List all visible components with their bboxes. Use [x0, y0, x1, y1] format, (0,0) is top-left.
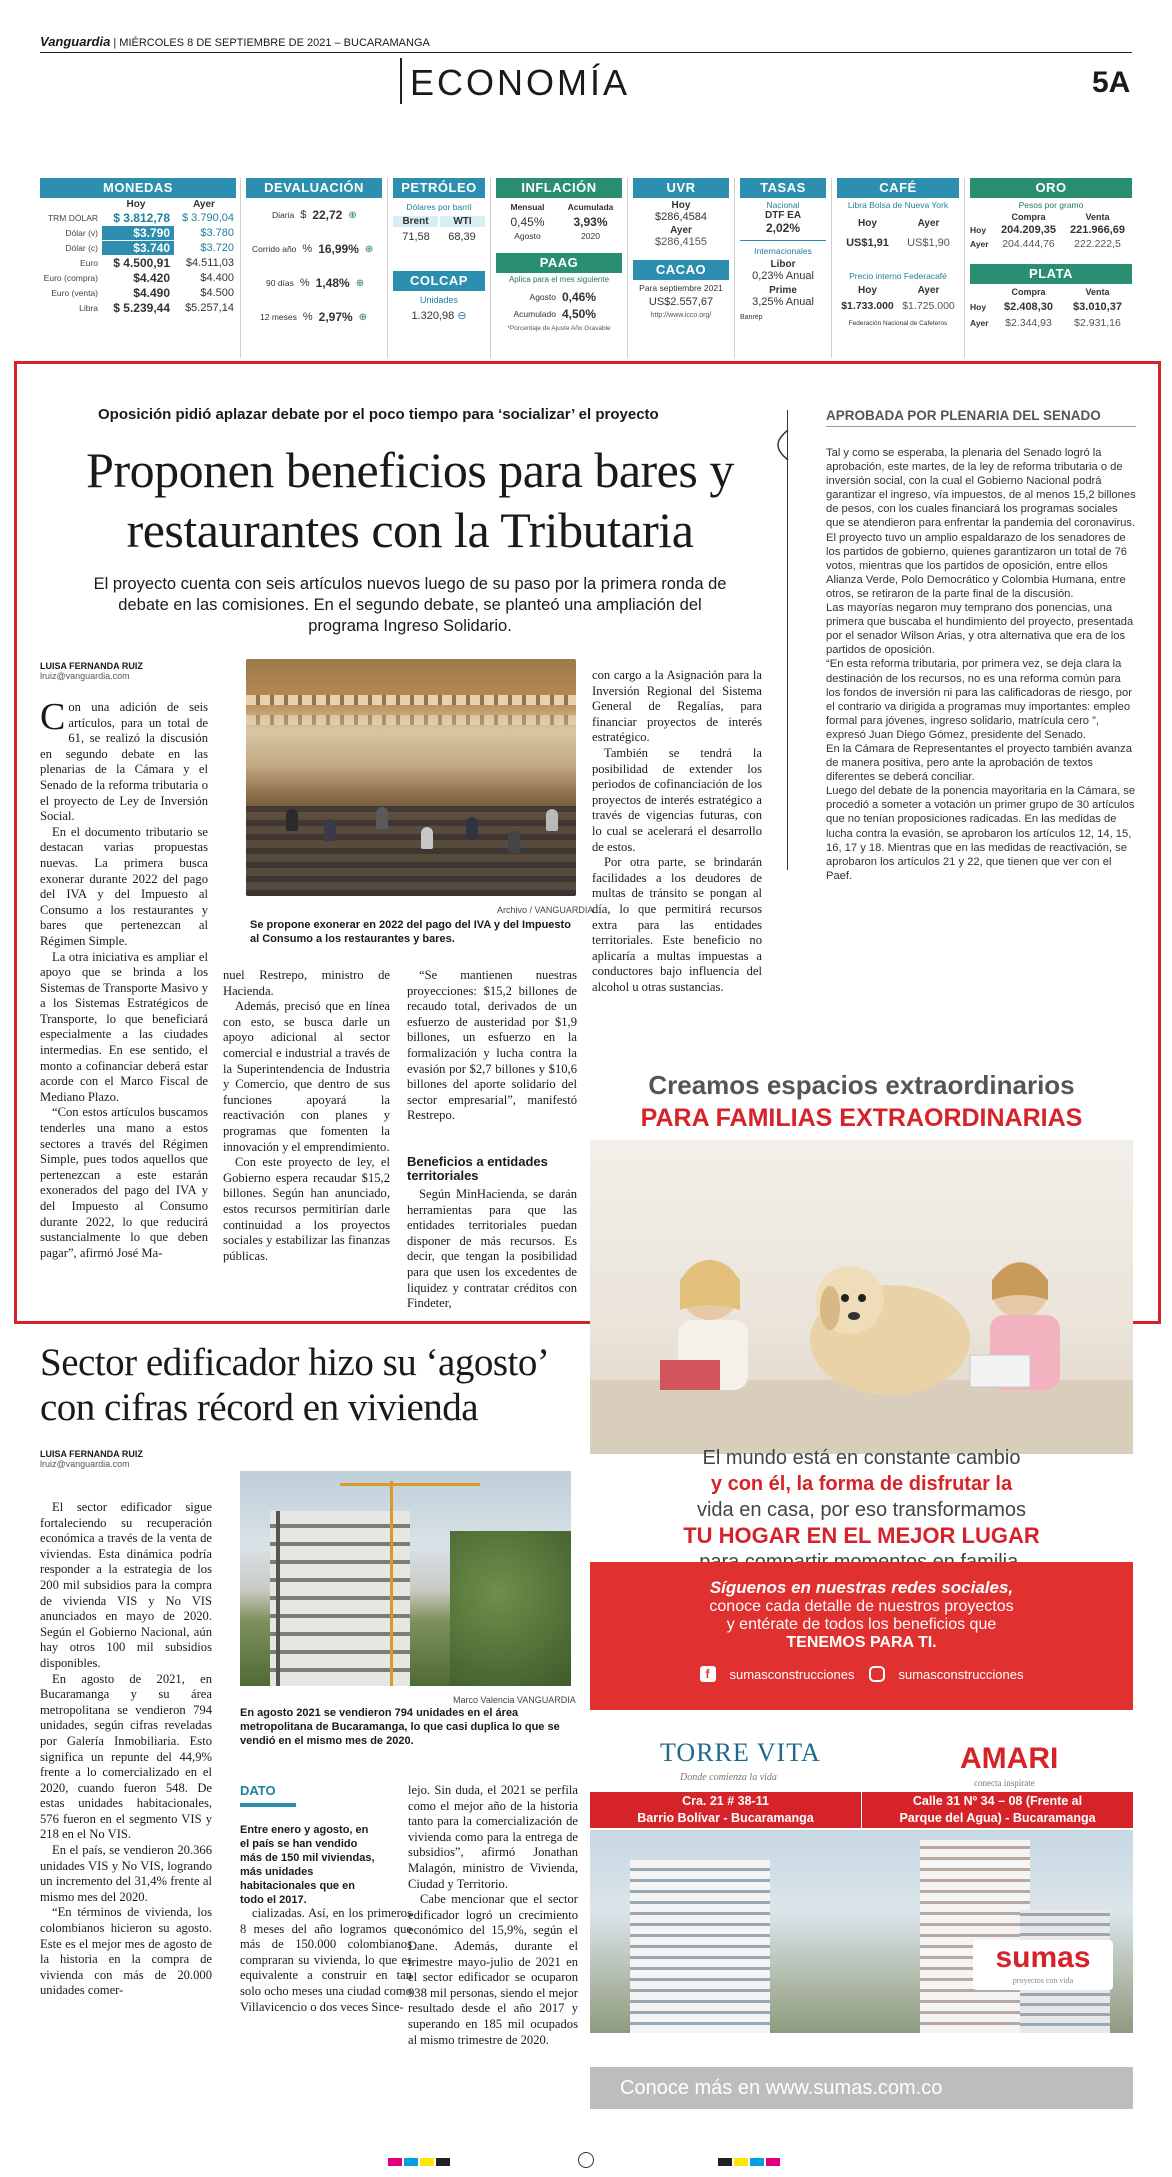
dev-label: 12 meses	[260, 312, 297, 322]
cacao-url[interactable]: http://www.icco.org/	[650, 312, 712, 319]
paragraph: También se tendrá la posibilidad de extender los periodos de cofinanciación de los proyectos de interés estratégico a través de vigencias futuras, con lo cual se acelerará el desarrollo de estos.	[592, 745, 762, 854]
page-number: 5A	[1092, 66, 1131, 99]
paragraph: nuel Restrepo, ministro de Hacienda.	[223, 968, 390, 998]
paragraph: En el documento tributario se destacan varias propuestas nuevas. La primera busca exonerar durante 2022 del pago del IVA y del Impuesto al Consumo a los restaurantes y bares que pertenezcan al Régimen Simple.	[40, 824, 208, 948]
uvr-ayer-label: Ayer	[670, 225, 692, 236]
plata-hoy-label: Hoy	[970, 302, 987, 312]
paragraph: cializadas. Así, en los primeros 8 meses del año logramos que más de 150.000 colombianos compraran su vivienda, lo que es equivalente a construir en tan solo ocho meses una ciudad como Villavicencio o dos veces Since-	[240, 1906, 412, 2014]
sidebar-rule	[826, 426, 1136, 427]
monedas-ayer: $4.500	[200, 286, 234, 299]
cafe-source: Federación Nacional de Cafeteros	[848, 320, 948, 327]
sumas-logo: sumas	[995, 1941, 1091, 1974]
paag-sub: Aplica para el mes siguiente	[508, 275, 610, 284]
cafe-fed-hoy: $1.733.000	[841, 300, 894, 312]
paragraph: El sector edificador sigue fortaleciendo su recuperación económica a través de la venta de viviendas. Esta dinámica podría responder a la estrategia de los 200 mil subsidios para la compra de vivienda VIS y No VIS anunciados en mayo de 2020. Según el Gobierno Nacional, aún hay otros 100 mil subsidios disponibles.	[40, 1500, 212, 1670]
cacao-sub: Para septiembre 2021	[639, 283, 723, 293]
tasas-intl: Internacionales	[754, 246, 812, 256]
color-bar	[734, 2158, 748, 2166]
monedas-hoy: $4.490	[133, 285, 170, 300]
section-title: ECONOMÍA	[410, 62, 631, 103]
monedas-label: Euro (compra)	[43, 272, 98, 283]
ad-msg-line: TU HOGAR EN EL MEJOR LUGAR	[683, 1523, 1040, 1548]
monedas-ayer: $ 3.790,04	[182, 211, 234, 224]
uvr-hoy-label: Hoy	[671, 200, 691, 211]
amari-logo: AMARI	[960, 1742, 1059, 1775]
ticker-inflacion	[496, 178, 622, 332]
oro-sub: Pesos por gramo	[1018, 200, 1084, 210]
dato-accent	[240, 1803, 296, 1807]
ad-social-line: Síguenos en nuestras redes sociales,	[709, 1578, 1014, 1597]
color-bar	[718, 2158, 732, 2166]
photo-credit: Marco Valencia VANGUARDIA	[453, 1695, 576, 1705]
cafe-fed-ayer: $1.725.000	[902, 300, 955, 312]
monedas-col-ayer: Ayer	[193, 198, 215, 210]
address-line: Cra. 21 # 38-11	[682, 1794, 769, 1808]
facebook-handle[interactable]: sumasconstrucciones	[729, 1666, 855, 1682]
arrow-down-icon: ⊖	[457, 310, 467, 322]
uvr-title: UVR	[633, 178, 729, 198]
ad-website[interactable]: Conoce más en www.sumas.com.co	[590, 2067, 1133, 2109]
article1-subhead: Beneficios a entidades territoriales	[407, 1154, 548, 1183]
photo-caption: En agosto 2021 se vendieron 794 unidades en el área metropolitana de Bucaramanga, lo que casi duplica lo que se vendió en el mismo mes de 2020.	[240, 1707, 560, 1747]
paragraph: con cargo a la Asignación para la Inversión Regional del Sistema General de Regalías, para financiar proyectos de interés estratégico.	[592, 668, 762, 745]
paag-acum-label: Acumulado	[513, 309, 556, 319]
ticker-divider	[734, 178, 735, 358]
tasas-prime: 3,25% Anual	[752, 296, 814, 308]
oro-venta-label: Venta	[1085, 212, 1110, 222]
ad-social-line: y entérate de todos los beneficios que	[726, 1616, 997, 1633]
tasas-nacional: Nacional	[766, 200, 800, 210]
paragraph: Según MinHacienda, se darán herramientas para que las entidades territoriales puedan disponer de más recursos. Es decir, que tengan la posibilidad para que usen los excedentes de liquidez y contratar créditos con Findeter,	[407, 1187, 577, 1311]
author-name: LUISA FERNANDA RUIZ	[40, 661, 143, 671]
instagram-handle[interactable]: sumasconstrucciones	[898, 1666, 1024, 1682]
paragraph: “Con estos artículos buscamos tenderles una mano a estos sectores a través del Régimen Simple, pues todos aquellos que pertenezcan a este estarán exonerados del pago del IVA y del Impuesto al Consumo durante 2022, lo que reducirá sustancialmente lo que deben pagar”, afirmó José Ma-	[40, 1105, 208, 1260]
dev-unit: $	[300, 209, 307, 221]
bracket-tip-icon	[776, 430, 790, 460]
dev-value: 1,48%	[315, 276, 350, 290]
photo-caption: Se propone exonerar en 2022 del pago del IVA y del Impuesto al Consumo a los restaurantes y bares.	[250, 919, 571, 945]
monedas-hoy: $ 4.500,91	[113, 255, 170, 270]
oro-hoy-compra: 204.209,35	[1000, 224, 1057, 236]
ticker-tasas	[740, 178, 826, 321]
dev-value: 2,97%	[318, 310, 353, 324]
article1-column-2	[223, 968, 390, 1264]
uvr-hoy: $286,4584	[655, 211, 707, 223]
arrow-up-icon: ⊕	[364, 243, 374, 255]
tasas-libor: 0,23% Anual	[752, 270, 814, 282]
ticker-devaluacion	[246, 178, 382, 334]
oro-ayer-venta: 222.222,5	[1074, 238, 1121, 250]
color-bar	[404, 2158, 418, 2166]
plata-title: PLATA	[970, 264, 1132, 284]
sidebar-paragraph: “En esta reforma tributaria, por primera vez, se deja clara la destinación de los recursos, no es una reforma común para los fondos de inversión ni para las calificadoras de riesgo, por el contrario va dirigida a programas muy importantes: empleo formal para jóvenes, ingreso solidario, matrícula cero ”, expresó Juan Diego Gómez, presidente del Senado.	[826, 658, 1132, 741]
plata-ayer-venta: $2.931,16	[1074, 317, 1121, 329]
plata-venta-label: Venta	[1085, 287, 1110, 297]
colcap-title: COLCAP	[393, 271, 485, 291]
article2-headline: Sector edificador hizo su ‘agosto’ con cifras récord en vivienda	[40, 1341, 547, 1429]
cafe-ny-hoy: US$1,91	[846, 237, 889, 249]
monedas-hoy: $ 3.812,78	[113, 210, 170, 225]
paragraph: lejo. Sin duda, el 2021 se perfila como el mejor año de la historia tanto para la comercialización de vivienda como para la entrega de subsidios”, afirmó Jonathan Malagón, ministro de Vivienda, Ciudad y Territorio.	[408, 1783, 578, 1891]
sidebar-bracket	[787, 410, 799, 870]
tasas-source: Banrep	[740, 314, 763, 321]
petroleo-title: PETRÓLEO	[393, 178, 485, 198]
petroleo-sub: Dólares por barril	[406, 202, 472, 212]
article2-byline	[40, 1449, 143, 1469]
article1-column-3	[407, 968, 577, 1124]
construction-photo	[240, 1471, 571, 1686]
address-line: Parque del Agua) - Bucaramanga	[899, 1811, 1096, 1825]
ad-social-box	[590, 1562, 1133, 1710]
sidebar-paragraph: Luego del debate de la ponencia mayoritaria en la Cámara, se procedió a someter a votación un primer grupo de 30 artículos que no tenían proposiciones radicadas. En las medidas de lucha contra la evasión, se aprobaron los artículos 12, 14, 15, 16, 17 y 18. Mientras que en las medidas de reactivación, se aprobaron los artículos 21 y 22, que tienen que ver con el Paef.	[826, 785, 1136, 882]
cafe-hoy-label: Hoy	[858, 218, 877, 229]
dev-label: 90 días	[266, 278, 294, 288]
inflacion-anio: 2020	[581, 231, 600, 241]
dev-value: 16,99%	[318, 242, 359, 256]
ad-projects	[590, 1718, 1133, 2115]
ticker-divider	[490, 178, 491, 358]
registration-mark-icon	[578, 2152, 594, 2168]
torre-vita-tagline: Donde comienza la vida	[680, 1772, 777, 1783]
dev-label: Corrido año	[252, 244, 297, 254]
paragraph: “Se mantienen nuestras proyecciones: $15,2 billones de recaudo total, derivados de un esfuerzo de austeridad por $1,9 billones, un esfuerzo en la formalización y lucha contra la evasión por $2,7 billones y $10,6 billones del aporte solidario del sector empresarial”, manifestó Restrepo.	[407, 968, 577, 1123]
author-name: LUISA FERNANDA RUIZ	[40, 1449, 143, 1459]
instagram-icon	[869, 1666, 885, 1682]
ad-title: Creamos espacios extraordinarios	[648, 1070, 1075, 1100]
sidebar-body	[826, 446, 1138, 883]
paragraph: Por otra parte, se brindarán facilidades a los deudores de multas de tránsito se pongan al día, lo que permitirá recursos extra para las entidades territoriales. Este beneficio no aplicaría a multas impuestas a conductores bajo influencia del alcohol u otras sustancias.	[592, 855, 762, 994]
section-divider	[400, 58, 402, 104]
plata-compra-label: Compra	[1011, 287, 1046, 297]
inflacion-mensual-label: Mensual	[510, 202, 545, 212]
paag-title: PAAG	[496, 253, 622, 273]
ticker-oro	[970, 178, 1132, 329]
ad-msg-line: El mundo está en constante cambio	[702, 1447, 1021, 1469]
tasas-dtf: 2,02%	[765, 221, 801, 235]
dev-unit: %	[302, 243, 313, 255]
ticker-monedas	[40, 178, 236, 315]
inflacion-mes: Agosto	[514, 231, 541, 241]
oro-hoy-label: Hoy	[970, 225, 987, 235]
monedas-col-hoy: Hoy	[126, 198, 146, 210]
article2-column-1	[40, 1500, 212, 1999]
monedas-label: Euro	[80, 257, 98, 268]
family-dog-photo	[590, 1140, 1133, 1454]
article2-column-3	[408, 1783, 578, 2048]
address-line: Calle 31 Nº 34 – 08 (Frente al	[912, 1794, 1083, 1808]
torre-vita-logo: TORRE VITA	[660, 1738, 821, 1767]
oro-ayer-label: Ayer	[970, 239, 989, 249]
paragraph: Además, precisó que en línea con esto, se busca darle un apoyo adicional al sector comercial e industrial a través de la Superintendencia de Industria y Comercio, que dentro de sus funciones apoyará la reactivación con planes y programas que fomenten la innovación y el emprendimiento.	[223, 999, 390, 1154]
ticker-divider	[387, 178, 388, 358]
oro-hoy-venta: 221.966,69	[1069, 224, 1126, 236]
ad-message	[590, 1445, 1133, 1575]
paragraph: Con este proyecto de ley, el Gobierno espera recaudar $15,2 billones. Según han anunciado, estos recursos permitirían darle continuidad a los proyectos sociales y estabilizar las finanzas públicas.	[223, 1155, 390, 1263]
paragraph: En agosto de 2021, en Bucaramanga y su área metropolitana se vendieron 794 unidades, según cifras reveladas por Galería Inmobiliaria. Esto significa un repunte del 44,9% frente a lo comercializado en el 2020, cuando fueron 548. De estas unidades habitacionales, 576 fueron en el segmento VIS y 218 en el No VIS.	[40, 1671, 212, 1842]
article1-column-3b	[407, 1187, 577, 1312]
plata-ayer-compra: $2.344,93	[1005, 317, 1052, 329]
sumas-logo-box	[973, 1940, 1113, 1990]
dev-unit: %	[299, 277, 310, 289]
plata-hoy-venta: $3.010,37	[1073, 301, 1122, 313]
plata-hoy-compra: $2.408,30	[1004, 301, 1053, 313]
cacao-value: US$2.557,67	[648, 296, 714, 308]
buildings-render	[590, 1830, 1133, 2033]
monedas-ayer: $5.257,14	[185, 301, 234, 314]
inflacion-acum: 3,93%	[573, 215, 608, 229]
monedas-label: Dólar (c)	[65, 242, 98, 253]
cafe-hoy-label-2: Hoy	[858, 285, 877, 296]
article2-column-2	[240, 1906, 412, 2015]
brent-value: 71,58	[402, 231, 430, 243]
colcap-value: 1.320,98	[411, 310, 455, 322]
cafe-ny: Libra Bolsa de Nueva York	[847, 200, 949, 210]
ad-subtitle: PARA FAMILIAS EXTRAORDINARIAS	[640, 1104, 1083, 1132]
dev-label: Diaria	[272, 210, 295, 220]
masthead	[40, 34, 430, 49]
tasas-prime-label: Prime	[769, 285, 797, 296]
children-dog-illustration	[590, 1140, 1133, 1454]
ticker-divider	[964, 178, 965, 358]
ticker-divider	[831, 178, 832, 358]
sidebar-paragraph: El proyecto tuvo un amplio espaldarazo de los senadores de los partidos de gobierno, quienes garantizaron un total de 76 votos, mientras que los partidos de oposición, entre ellos Alianza Verde, Polo Democrático y Colombia Humana, entre otros, se retiraron de la parte final de la discusión.	[826, 531, 1128, 600]
oro-compra-label: Compra	[1011, 212, 1046, 222]
arrow-up-icon: ⊕	[348, 209, 357, 221]
monedas-hoy: $4.420	[133, 270, 170, 285]
sumas-tagline: proyectos con vida	[1012, 1976, 1074, 1985]
article1-column-1	[40, 696, 208, 1261]
paag-agosto: 0,46%	[562, 290, 597, 304]
article1-deck: El proyecto cuenta con seis artículos nuevos luego de su paso por la primera ronda de debate en las comisiones. En el segundo debate, se planteó una ampliación del programa Ingreso Solidario.	[93, 575, 727, 635]
cafe-fed: Precio interno Federacafé	[849, 271, 947, 281]
monedas-label: Dólar (v)	[65, 227, 98, 238]
arrow-up-icon: ⊕	[355, 277, 365, 289]
tasas-title: TASAS	[740, 178, 826, 198]
tasas-libor-label: Libor	[770, 259, 796, 270]
colcap-sub: Unidades	[419, 295, 459, 305]
color-bar	[420, 2158, 434, 2166]
oro-title: ORO	[970, 178, 1132, 198]
ad-msg-line: y con él, la forma de disfrutar la	[710, 1473, 1013, 1495]
devaluacion-title: DEVALUACIÓN	[246, 178, 382, 198]
monedas-ayer: $4.400	[200, 271, 234, 284]
inflacion-title: INFLACIÓN	[496, 178, 622, 198]
ticker-petroleo	[393, 178, 485, 322]
sidebar-paragraph: En la Cámara de Representantes el proyecto también avanza de manera positiva, pero ante la aprobación de textos diferentes se deberá conciliar.	[826, 742, 1132, 784]
sumas-advertisement[interactable]	[590, 1050, 1133, 2125]
ticker-uvr	[633, 178, 729, 319]
sidebar-paragraph: Las mayorías negaron muy temprano dos ponencias, una primera que buscaba el hundimiento del proyecto, presentada por el senador Wilson Arias, y otra alternativa que era de los partidos de oposición.	[826, 602, 1134, 657]
monedas-label: Libra	[79, 302, 98, 313]
torre-vita-address	[590, 1792, 861, 1828]
monedas-hoy: $3.740	[102, 241, 174, 255]
color-bar	[436, 2158, 450, 2166]
cacao-title: CACAO	[633, 260, 729, 280]
ad-social-line: TENEMOS PARA TI.	[786, 1634, 937, 1651]
uvr-ayer: $286,4155	[655, 236, 707, 248]
address-line: Barrio Bolívar - Bucaramanga	[637, 1811, 814, 1825]
dato-label: DATO	[240, 1783, 276, 1798]
monedas-title: MONEDAS	[40, 178, 236, 198]
ad-msg-line: vida en casa, por eso transformamos	[696, 1499, 1027, 1521]
article1-kicker: Oposición pidió aplazar debate por el poco tiempo para ‘socializar’ el proyecto	[98, 406, 659, 423]
sidebar-paragraph: Tal y como se esperaba, la plenaria del Senado logró la aprobación, este martes, de la ley de reforma tributaria o de inversión social, con la cual el Gobierno Nacional podrá garantizar el ingreso, vía impuestos, de al menos 15,2 billones de pesos, con los cuales financiará los programas sociales que se atendieron para enfrentar la pandemia del coronavirus.	[826, 447, 1136, 530]
color-bar	[766, 2158, 780, 2166]
paragraph: “En términos de vivienda, los colombianos hicieron su agosto. Este es el mejor mes de agosto de la historia en la compra de vivienda con más de 20.000 unidades comer-	[40, 1905, 212, 1998]
amari-tagline: conecta inspirate	[974, 1778, 1035, 1788]
author-email: lruiz@vanguardia.com	[40, 671, 130, 681]
dateline: | MIÉRCOLES 8 DE SEPTIEMBRE DE 2021 – BUCARAMANGA	[113, 37, 430, 49]
dev-unit: %	[302, 311, 313, 323]
oro-ayer-compra: 204.444,76	[1002, 238, 1055, 250]
ticker-divider	[240, 178, 241, 358]
paragraph: Con una adición de seis artículos, para un total de 61, se realizó la discusión en segundo debate en las plenarias de la Cámara y el Senado de la reforma tributaria o el proyecto de Ley de Inversión Social.	[40, 696, 208, 824]
color-bar	[750, 2158, 764, 2166]
paag-agosto-label: Agosto	[529, 292, 556, 302]
ticker-cafe	[837, 178, 959, 327]
header-rule	[40, 52, 1132, 53]
wti-label: WTI	[440, 216, 485, 227]
paragraph: En el país, se vendieron 20.366 unidades VIS y No VIS, logrando un incremento del 31,4% frente al mismo mes del 2020.	[40, 1843, 212, 1904]
newspaper-logo: Vanguardia	[40, 34, 111, 49]
color-bar	[388, 2158, 402, 2166]
cafe-ayer-label-2: Ayer	[917, 285, 940, 296]
paag-acum: 4,50%	[562, 307, 597, 321]
wti-value: 68,39	[448, 231, 476, 243]
plata-ayer-label: Ayer	[970, 318, 989, 328]
tasas-dtf-label: DTF EA	[764, 210, 802, 221]
ticker-divider	[627, 178, 628, 358]
facebook-icon: f	[700, 1666, 716, 1682]
paag-note: *Porcentaje de Ajuste Año Gravable	[507, 325, 611, 332]
monedas-label: Euro (venta)	[51, 287, 98, 298]
dato-text: Entre enero y agosto, en el país se han vendido más de 150 mil viviendas, más unidades habitacionales que en todo el 2017.	[240, 1824, 375, 1906]
monedas-ayer: $3.720	[200, 241, 234, 254]
paragraph: La otra iniciativa es ampliar el apoyo que se brinda a los Sistemas de Transporte Masivo y a los Sistemas Estratégicos de Transporte, lo que beneficiará especialmente a las ciudades intermedias. En ese sentido, el monto a cofinanciar deberá estar acorde con el Marco Fiscal de Mediano Plazo.	[40, 949, 208, 1104]
inflacion-mensual: 0,45%	[510, 215, 545, 229]
amari-address	[862, 1792, 1133, 1828]
monedas-hoy: $3.790	[102, 226, 174, 240]
brent-label: Brent	[393, 216, 438, 227]
article1-headline: Proponen beneficios para bares y restaurantes con la Tributaria	[86, 442, 734, 558]
inflacion-acum-label: Acumulada	[567, 202, 614, 212]
cafe-ny-ayer: US$1,90	[907, 237, 950, 249]
monedas-hoy: $ 5.239,44	[113, 300, 170, 315]
photo-credit: Archivo / VANGUARDIA	[497, 905, 594, 915]
sidebar-heading: APROBADA POR PLENARIA DEL SENADO	[826, 408, 1101, 423]
author-email: lruiz@vanguardia.com	[40, 1459, 130, 1469]
monedas-ayer: $3.780	[200, 226, 234, 239]
senate-plenary-photo	[246, 659, 576, 896]
arrow-up-icon: ⊕	[358, 311, 368, 323]
dev-value: 22,72	[312, 208, 343, 222]
paragraph: Cabe mencionar que el sector edificador logró un crecimiento económico del 15,9%, según el Dane. Además, durante el trimestre mayo-julio de 2021 en el sector edificador se ocuparon 938 mil personas, siendo el mejor resultado desde el año 2017 y superando en 185 mil ocupados al mismo trimestre de 2020.	[408, 1892, 578, 2047]
monedas-ayer: $4.511,03	[185, 256, 234, 269]
cafe-title: CAFÉ	[837, 178, 959, 198]
article1-byline	[40, 661, 143, 681]
article1-column-4	[592, 668, 762, 995]
cafe-ayer-label: Ayer	[917, 218, 940, 229]
ad-social-line: conoce cada detalle de nuestros proyectos	[709, 1598, 1014, 1615]
monedas-label: TRM DÓLAR	[47, 212, 98, 223]
